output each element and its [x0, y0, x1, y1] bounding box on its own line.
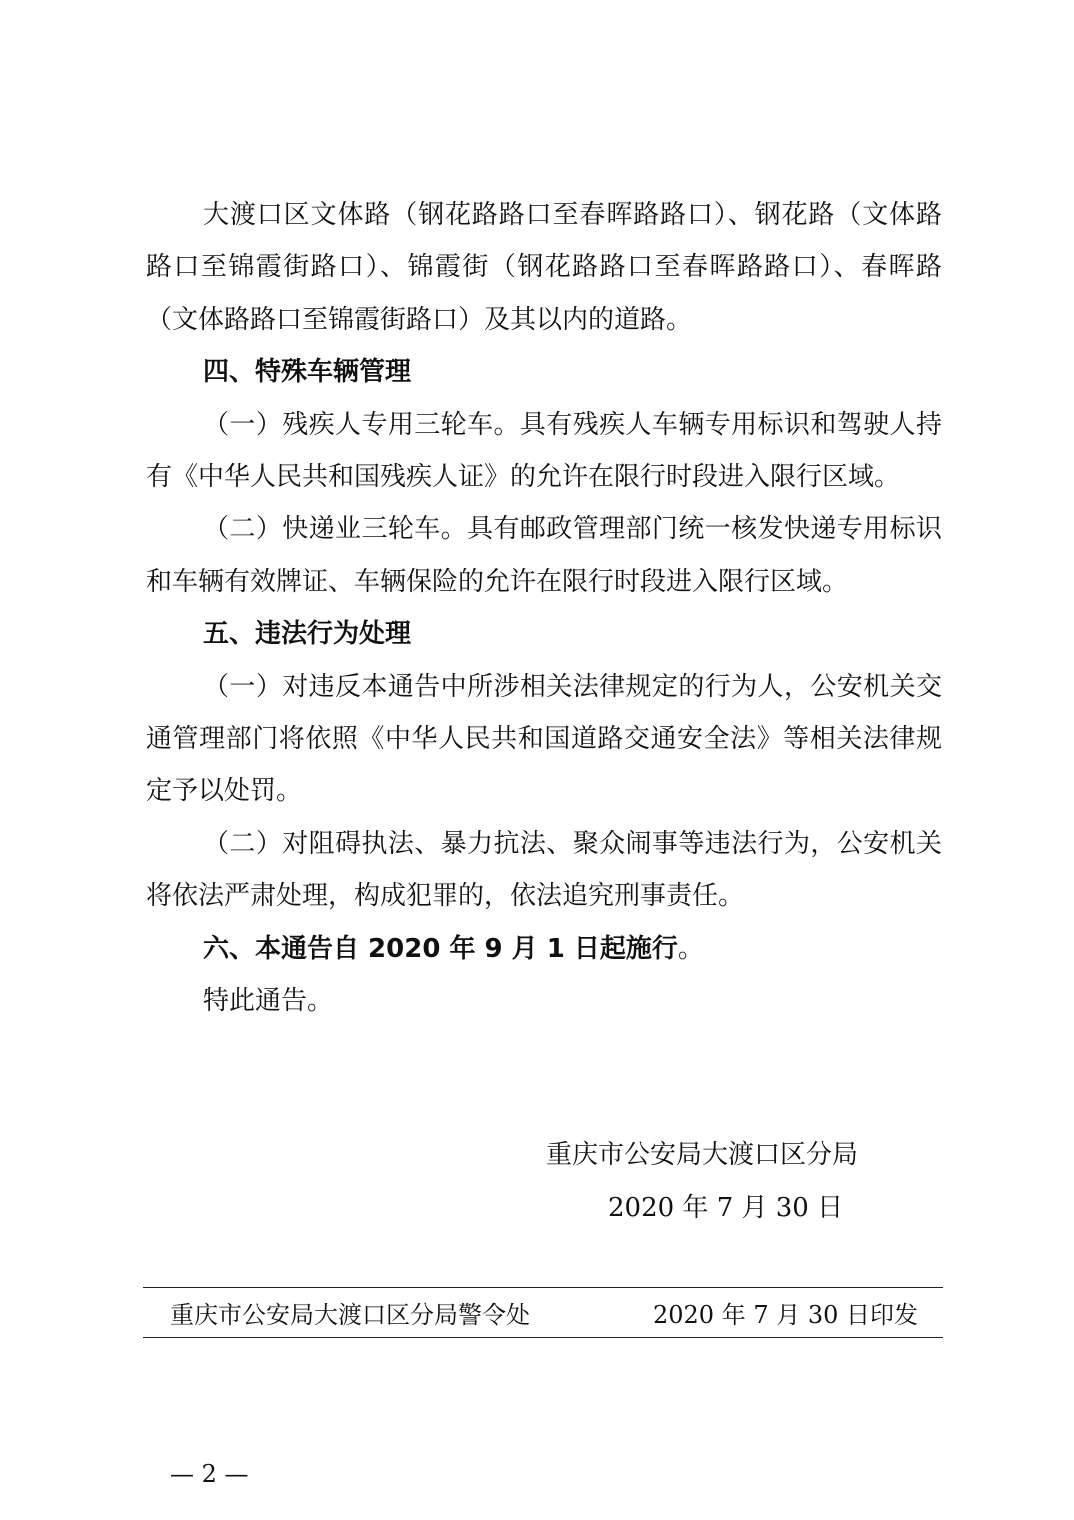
document-body	[146, 189, 942, 1028]
page-number: — 2 —	[170, 1460, 249, 1488]
section-5-item-2: （二）对阻碍执法、暴力抗法、聚众闹事等违法行为，公安机关将依法严肃处理，构成犯罪的，依法追究刑事责任。	[146, 828, 942, 912]
section-4-item-1: （一）残疾人专用三轮车。具有残疾人车辆专用标识和驾驶人持有《中华人民共和国残疾人证》的允许在限行时段进入限行区域。	[146, 409, 942, 493]
section-6-period: 。	[677, 933, 704, 964]
section-4-heading: 四、特殊车辆管理	[203, 357, 412, 388]
section-6-heading: 六、本通告自 2020 年 9 月 1 日起施行	[203, 933, 678, 964]
section-4-item-2: （二）快递业三轮车。具有邮政管理部门统一核发快递专用标识和车辆有效牌证、车辆保险的允许在限行时段进入限行区域。	[146, 514, 942, 597]
footer-issuer: 重庆市公安局大渡口区分局警令处	[170, 1301, 530, 1329]
footer-bottom-rule	[143, 1337, 943, 1338]
footer-issue-date: 2020 年 7 月 30 日印发	[653, 1301, 919, 1329]
signature-organization: 重庆市公安局大渡口区分局	[546, 1140, 859, 1170]
road-range-paragraph: 大渡口区文体路（钢花路路口至春晖路路口）、钢花路（文体路路口至锦霞街路口）、锦霞街（钢花路路口至春晖路路口）、春晖路（文体路路口至锦霞街路口）及其以内的道路。	[146, 200, 942, 335]
section-5-heading: 五、违法行为处理	[203, 619, 412, 650]
closing-line: 特此通告。	[203, 986, 334, 1017]
section-5-item-1: （一）对违反本通告中所涉相关法律规定的行为人，公安机关交通管理部门将依照《中华人民共和国道路交通安全法》等相关法律规定予以处罚。	[146, 671, 942, 807]
footer-top-rule	[143, 1287, 943, 1288]
signature-date: 2020 年 7 月 30 日	[608, 1193, 844, 1223]
section-6-line	[146, 923, 942, 975]
